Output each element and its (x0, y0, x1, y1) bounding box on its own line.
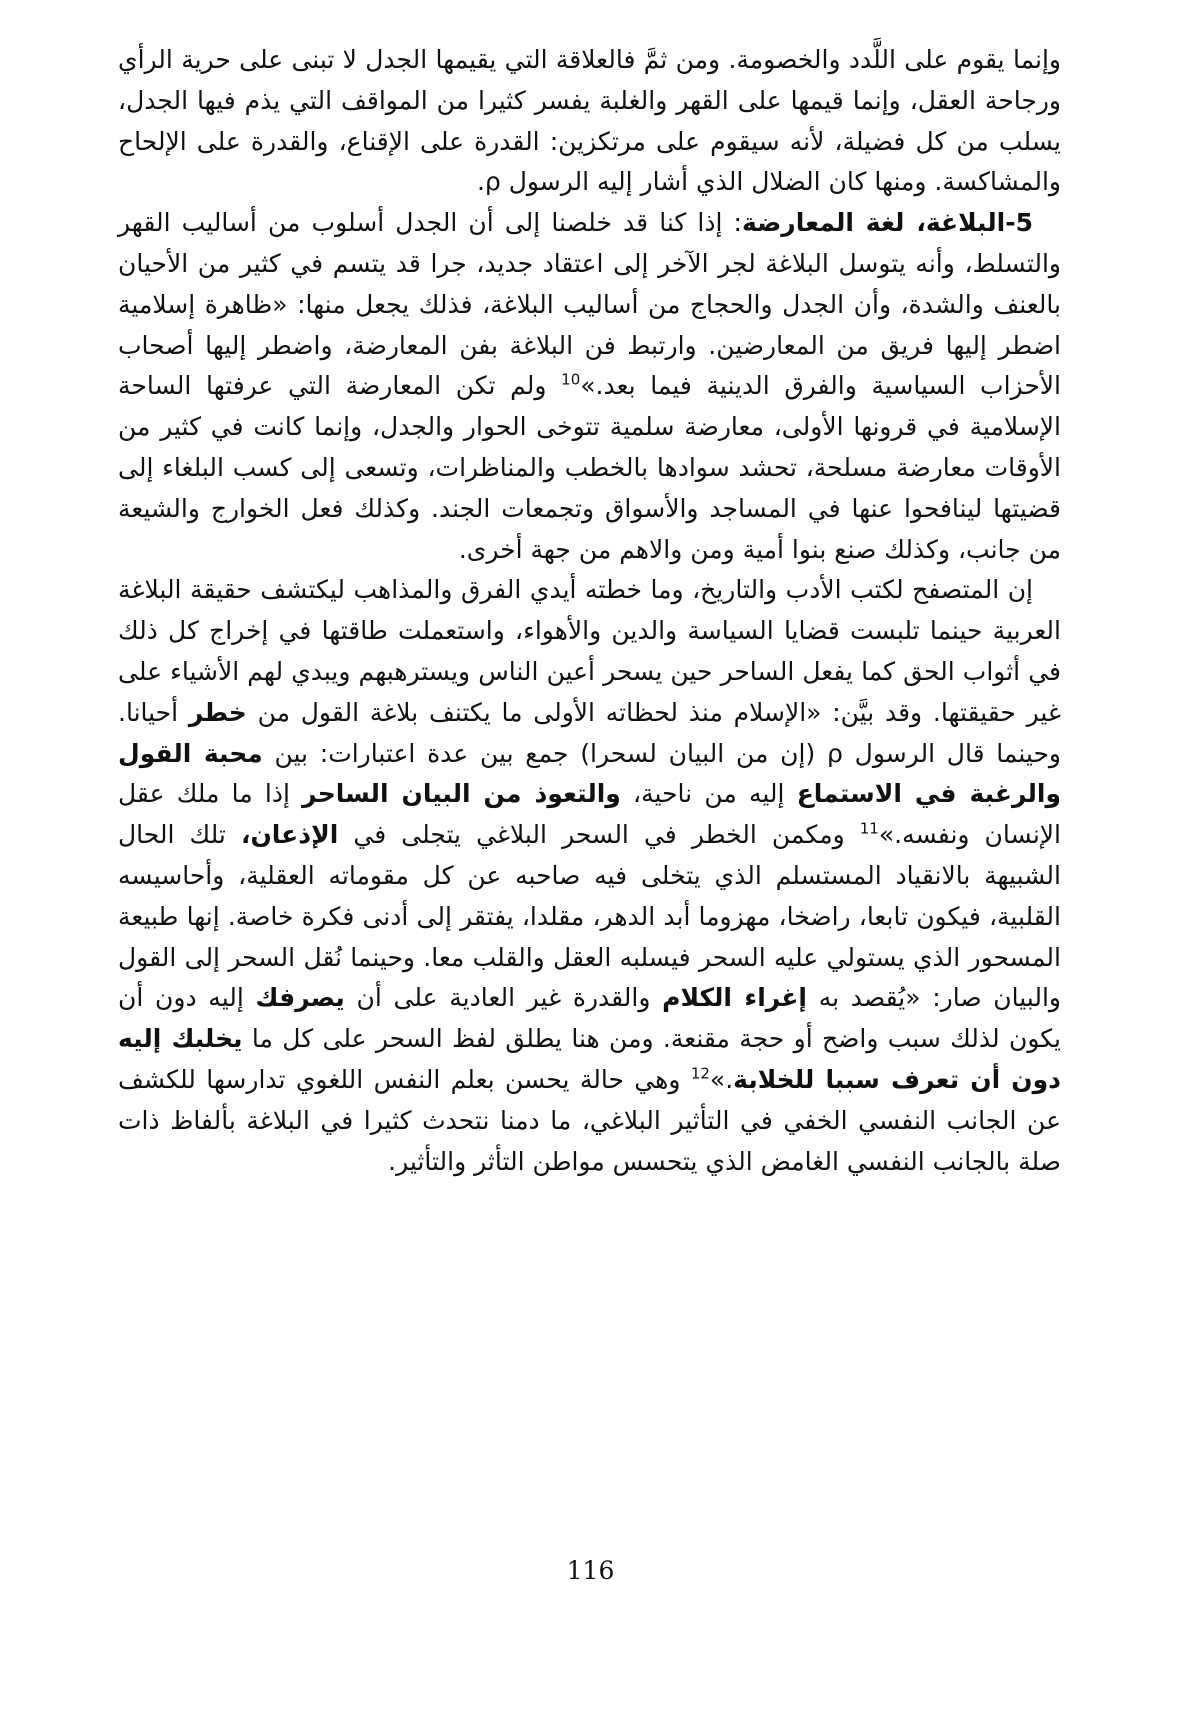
paragraph-1 (118, 40, 1061, 203)
body-text (118, 40, 1061, 1182)
paragraph-3-text: أحيانا. وحينما قال الرسول ρ (إن من البيان لسحرا) جمع بين عدة اعتبارات: بين (118, 697, 1061, 768)
emphasis-love-of-speech: محبة القول والرغبة في الاستماع (118, 738, 1061, 809)
paragraph-2-text-b: ولم تكن المعارضة التي عرفتها الساحة الإسلامية في قرونها الأولى، معارضة سلمية تتوخى الحوار والجدل، وإنما كانت في كثير من الأوقات معارضة مسلحة، تحشد سوادها بالخطب والمناظرات، وتسعى إلى كسب البلغاء إلى قضيتها لينافحوا عنها في المساجد والأسواق وتجمعات الجند. وكذلك فعل الخوارج والشيعة من جانب، وكذلك صنع بنوا أمية ومن والاهم من جهة أخرى. (118, 371, 1061, 564)
paragraph-3 (118, 570, 1061, 1182)
emphasis-enchants: يخلبك إليه دون أن تعرف سببا للخلابة (118, 1024, 1062, 1094)
paragraph-3-text: تلك الحال الشبيهة بالانقياد المستسلم الذي يتخلى فيه صاحبه عن كل مقوماته العقلية، وأحاسيسه القلبية، فيكون تابعا، راضخا، مهزوما أبد الدهر، مقلدا، يفتقر إلى أدنى فكرة خاصة. إنها طبيعة المسحور الذي يستولي عليه السحر فيسلبه العقل والقلب معا. وحينما نُقل السحر إلى القول والبيان صار: «يُقصد به (118, 820, 1061, 1013)
paragraph-3-text: وهي حالة يحسن بعلم النفس اللغوي تدارسها للكشف عن الجانب النفسي الخفي في التأثير البلاغي، ما دمنا نتحدث كثيرا في البلاغة بألفاظ ذات صلة بالجانب النفسي الغامض الذي يتحسس مواطن التأثر والتأثير. (118, 1064, 1061, 1176)
page-number: 116 (566, 1556, 615, 1585)
paragraph-3-text: .» (709, 1064, 734, 1094)
paragraph-1-text: وإنما يقوم على اللَّدد والخصومة. ومن ثمَّ فالعلاقة التي يقيمها الجدل لا تبنى على حرية الرأي ورجاحة العقل، وإنما قيمها على القهر والغلبة يفسر كثيرا من المواقف التي يذم فيها الجدل، يسلب من كل فضيلة، لأنه سيقوم على مرتكزين: القدرة على الإقناع، والقدرة على الإلحاح والمشاكسة. ومنها كان الضلال الذي أشار إليه الرسول ρ. (118, 45, 1061, 197)
paragraph-2 (118, 203, 1061, 570)
footnote-ref-10[interactable]: 10 (561, 371, 581, 390)
emphasis-submission: الإذعان، (240, 820, 339, 850)
emphasis-diverts: يصرفك (255, 983, 345, 1013)
emphasis-khatar: خطر (188, 697, 247, 727)
paragraph-3-text: إليه من ناحية، (620, 779, 797, 809)
paragraph-3-text: والقدرة غير العادية على أن (344, 983, 663, 1013)
emphasis-seduction: إغراء الكلام (662, 983, 807, 1013)
paragraph-3-text: إن المتصفح لكتب الأدب والتاريخ، وما خطته أيدي الفرق والمذاهب ليكتشف حقيقة البلاغة العربية حينما تلبست قضايا السياسة والدين والأهواء، واستعملت طاقتها في إخراج كل ذلك في أثواب الحق كما يفعل الساحر حين يسحر أعين الناس ويسترهبهم ويبدي لهم الأشياء على غير حقيقتها. وقد بيَّن: «الإسلام منذ لحظاته الأولى ما يكتنف بلاغة القول من (118, 575, 1061, 727)
emphasis-refuge: والتعوذ من البيان الساحر (302, 779, 621, 809)
paragraph-3-text: إذا ما ملك عقل الإنسان ونفسه.» (118, 779, 1061, 850)
section-heading: 5-البلاغة، لغة المعارضة (741, 208, 1033, 238)
footnote-ref-11[interactable]: 11 (859, 819, 879, 838)
paragraph-3-text: إليه دون أن يكون لذلك سبب واضح أو حجة مقنعة. ومن هنا يطلق لفظ السحر على كل ما (118, 983, 1061, 1054)
paragraph-3-text: ومكمن الخطر في السحر البلاغي يتجلى في (338, 820, 860, 850)
paragraph-2-text-a: : إذا كنا قد خلصنا إلى أن الجدل أسلوب من أساليب القهر والتسلط، وأنه يتوسل البلاغة لجر الآخر إلى اعتقاد جديد، جرا قد يتسم في كثير من الأحيان بالعنف والشدة، وأن الجدل والحجاج من أساليب البلاغة، فذلك يجعل منها: «ظاهرة إسلامية اضطر إليها فريق من المعارضين. وارتبط فن البلاغة بفن المعارضة، واضطر إليها أصحاب الأحزاب السياسية والفرق الدينية فيما بعد.» (118, 208, 1061, 401)
footnote-ref-12[interactable]: 12 (690, 1064, 710, 1083)
